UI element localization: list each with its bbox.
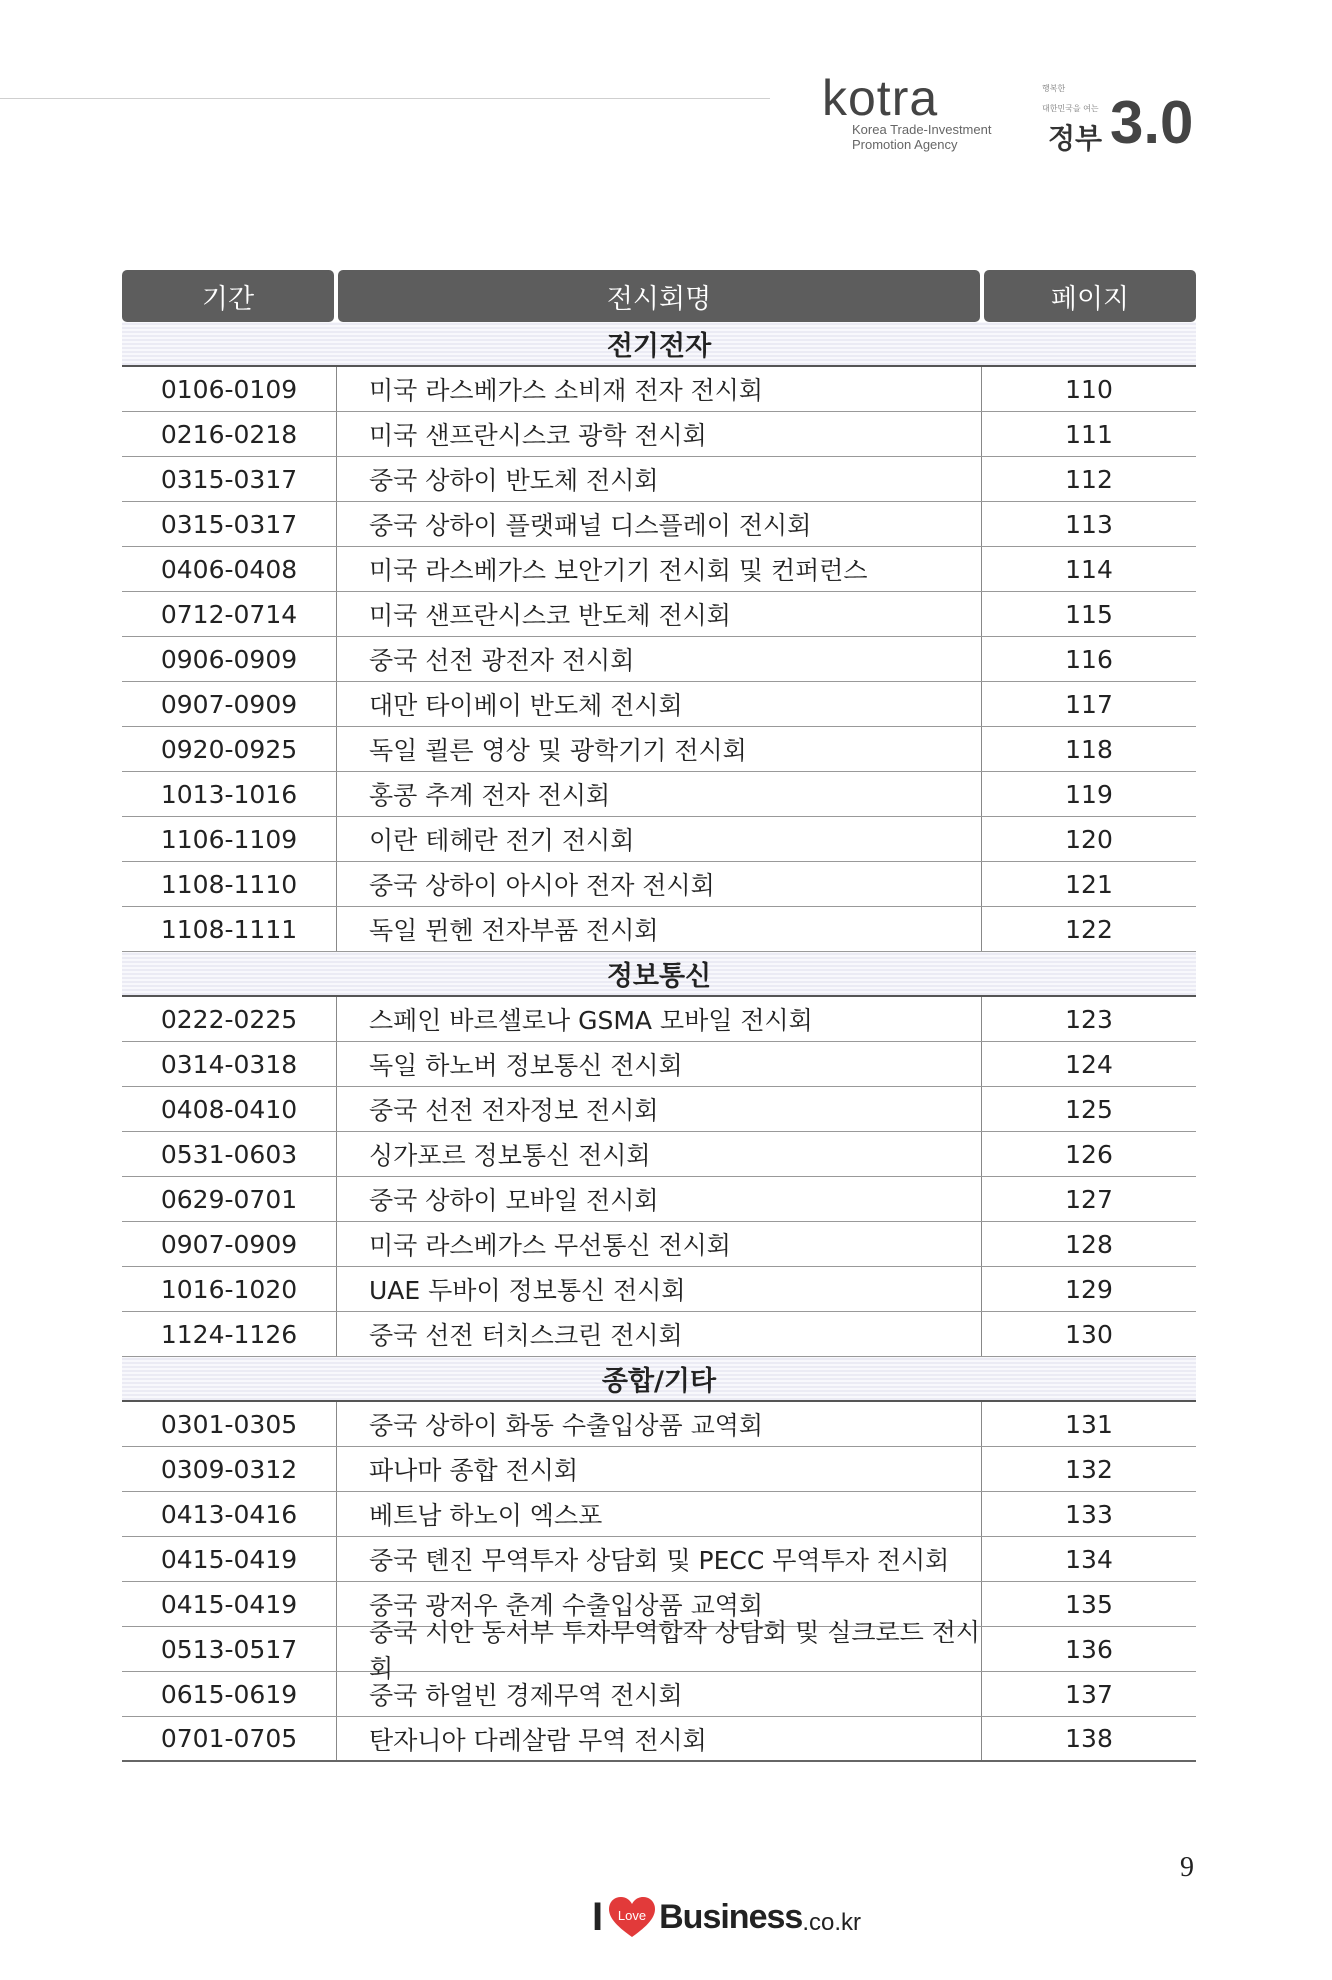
brand-domain: .co.kr xyxy=(802,1908,861,1936)
gov-tagline-2: 대한민국을 여는 xyxy=(1042,104,1099,113)
table-row xyxy=(122,1402,1196,1447)
table-row xyxy=(122,997,1196,1042)
cell-period: 0907-0909 xyxy=(160,689,298,719)
cell-page: 113 xyxy=(1065,509,1113,539)
cell-exhibition-name: 중국 시안 동서부 투자무역합작 상담회 및 실크로드 전시회 xyxy=(336,1627,982,1671)
table-row xyxy=(122,817,1196,862)
cell-page: 118 xyxy=(1065,734,1113,764)
gov-3-logo xyxy=(1040,80,1194,160)
cell-page: 135 xyxy=(1065,1589,1113,1619)
table-row xyxy=(122,412,1196,457)
cell-period: 0408-0410 xyxy=(160,1094,298,1124)
table-row xyxy=(122,862,1196,907)
gov-tagline-1: 행복한 xyxy=(1042,84,1066,93)
table-row xyxy=(122,367,1196,412)
cell-period: 0907-0909 xyxy=(160,1229,298,1259)
cell-exhibition-name: 독일 뮌헨 전자부품 전시회 xyxy=(336,907,982,951)
cell-exhibition-name: 중국 상하이 반도체 전시회 xyxy=(336,457,982,501)
table-body xyxy=(122,322,1196,1762)
table-row xyxy=(122,682,1196,727)
cell-period: 1106-1109 xyxy=(160,824,298,854)
cell-period: 0415-0419 xyxy=(160,1544,298,1574)
cell-page: 128 xyxy=(1065,1229,1113,1259)
cell-page: 131 xyxy=(1065,1409,1113,1439)
cell-period: 1108-1111 xyxy=(160,914,298,944)
table-row xyxy=(122,1447,1196,1492)
cell-page: 124 xyxy=(1065,1049,1113,1079)
cell-exhibition-name: 파나마 종합 전시회 xyxy=(336,1447,982,1491)
cell-period: 0106-0109 xyxy=(160,374,298,404)
table-row xyxy=(122,1042,1196,1087)
ilovebusiness-logo xyxy=(592,1895,861,1940)
kotra-logo xyxy=(822,70,992,152)
cell-page: 126 xyxy=(1065,1139,1113,1169)
cell-page: 121 xyxy=(1065,869,1113,899)
cell-exhibition-name: 중국 하얼빈 경제무역 전시회 xyxy=(336,1672,982,1716)
cell-exhibition-name: 싱가포르 정보통신 전시회 xyxy=(336,1132,982,1176)
cell-period: 1013-1016 xyxy=(160,779,298,809)
table-row xyxy=(122,1672,1196,1717)
table-row xyxy=(122,1618,1196,1683)
cell-exhibition-name: 중국 선전 광전자 전시회 xyxy=(336,637,982,681)
column-header-page: 페이지 xyxy=(984,270,1196,322)
cell-period: 0712-0714 xyxy=(160,599,298,629)
cell-period: 0701-0705 xyxy=(160,1724,298,1753)
cell-page: 114 xyxy=(1065,554,1113,584)
cell-exhibition-name: 미국 샌프란시스코 반도체 전시회 xyxy=(336,592,982,636)
cell-exhibition-name: UAE 두바이 정보통신 전시회 xyxy=(336,1267,982,1311)
cell-exhibition-name: 중국 선전 터치스크린 전시회 xyxy=(336,1312,982,1356)
cell-exhibition-name: 중국 톈진 무역투자 상담회 및 PECC 무역투자 전시회 xyxy=(336,1537,982,1581)
table-row xyxy=(122,502,1196,547)
cell-page: 122 xyxy=(1065,914,1113,944)
cell-page: 112 xyxy=(1065,464,1113,494)
cell-page: 111 xyxy=(1065,419,1113,449)
brand-i: I xyxy=(592,1895,604,1939)
section-heading: 종합/기타 xyxy=(122,1357,1196,1402)
cell-page: 130 xyxy=(1065,1319,1113,1349)
cell-exhibition-name: 이란 테헤란 전기 전시회 xyxy=(336,817,982,861)
table-row xyxy=(122,547,1196,592)
exhibition-table xyxy=(122,270,1196,1762)
cell-exhibition-name: 중국 상하이 아시아 전자 전시회 xyxy=(336,862,982,906)
cell-exhibition-name: 독일 하노버 정보통신 전시회 xyxy=(336,1042,982,1086)
cell-period: 0406-0408 xyxy=(160,554,298,584)
cell-period: 0415-0419 xyxy=(160,1589,298,1619)
cell-page: 127 xyxy=(1065,1184,1113,1214)
table-row xyxy=(122,727,1196,772)
cell-page: 134 xyxy=(1065,1544,1113,1574)
top-rule xyxy=(0,98,770,99)
cell-period: 0906-0909 xyxy=(160,644,298,674)
cell-page: 116 xyxy=(1065,644,1113,674)
cell-period: 0315-0317 xyxy=(160,464,298,494)
cell-page: 132 xyxy=(1065,1454,1113,1484)
cell-exhibition-name: 중국 선전 전자정보 전시회 xyxy=(336,1087,982,1131)
brand-business: Business xyxy=(659,1898,803,1936)
table-row xyxy=(122,1717,1196,1762)
cell-page: 123 xyxy=(1065,1004,1113,1034)
cell-period: 1124-1126 xyxy=(160,1319,298,1349)
table-row xyxy=(122,1267,1196,1312)
table-row xyxy=(122,1312,1196,1357)
column-header-name: 전시회명 xyxy=(338,270,980,322)
cell-exhibition-name: 미국 라스베가스 소비재 전자 전시회 xyxy=(336,367,982,411)
cell-exhibition-name: 미국 샌프란시스코 광학 전시회 xyxy=(336,412,982,456)
table-row xyxy=(122,592,1196,637)
heart-icon xyxy=(609,1897,655,1939)
section-heading: 정보통신 xyxy=(122,952,1196,997)
table-row xyxy=(122,1177,1196,1222)
cell-exhibition-name: 독일 쾰른 영상 및 광학기기 전시회 xyxy=(336,727,982,771)
cell-page: 137 xyxy=(1065,1679,1113,1709)
cell-exhibition-name: 탄자니아 다레살람 무역 전시회 xyxy=(336,1717,982,1760)
cell-period: 0315-0317 xyxy=(160,509,298,539)
cell-period: 0531-0603 xyxy=(160,1139,298,1169)
column-header-period: 기간 xyxy=(122,270,334,322)
cell-page: 115 xyxy=(1065,599,1113,629)
cell-exhibition-name: 베트남 하노이 엑스포 xyxy=(336,1492,982,1536)
cell-exhibition-name: 미국 라스베가스 보안기기 전시회 및 컨퍼런스 xyxy=(336,547,982,591)
cell-page: 120 xyxy=(1065,824,1113,854)
cell-exhibition-name: 중국 상하이 화동 수출입상품 교역회 xyxy=(336,1402,982,1446)
kotra-wordmark: kotra xyxy=(822,70,939,126)
cell-exhibition-name: 미국 라스베가스 무선통신 전시회 xyxy=(336,1222,982,1266)
cell-page: 133 xyxy=(1065,1499,1113,1529)
gov-version: 3.0 xyxy=(1110,89,1194,156)
section-heading: 전기전자 xyxy=(122,322,1196,367)
cell-page: 125 xyxy=(1065,1094,1113,1124)
cell-period: 0309-0312 xyxy=(160,1454,298,1484)
kotra-subtitle-1: Korea Trade-Investment xyxy=(852,122,992,137)
cell-period: 0629-0701 xyxy=(160,1184,298,1214)
table-header xyxy=(122,270,1196,322)
cell-page: 129 xyxy=(1065,1274,1113,1304)
cell-page: 110 xyxy=(1065,374,1113,404)
brand-love: Love xyxy=(618,1907,647,1923)
cell-period: 0301-0305 xyxy=(160,1409,298,1439)
table-row xyxy=(122,907,1196,952)
cell-exhibition-name: 홍콩 추계 전자 전시회 xyxy=(336,772,982,816)
cell-period: 1108-1110 xyxy=(160,869,298,899)
cell-period: 0920-0925 xyxy=(160,734,298,764)
cell-exhibition-name: 중국 상하이 모바일 전시회 xyxy=(336,1177,982,1221)
cell-period: 0513-0517 xyxy=(160,1634,298,1664)
cell-period: 0314-0318 xyxy=(160,1049,298,1079)
cell-page: 136 xyxy=(1065,1634,1113,1664)
kotra-subtitle-2: Promotion Agency xyxy=(852,137,958,152)
cell-period: 0413-0416 xyxy=(160,1499,298,1529)
table-row xyxy=(122,1537,1196,1582)
table-row xyxy=(122,772,1196,817)
table-row xyxy=(122,1492,1196,1537)
cell-period: 0222-0225 xyxy=(160,1004,298,1034)
cell-page: 138 xyxy=(1065,1724,1113,1753)
page-number: 9 xyxy=(1180,1852,1194,1883)
cell-period: 0216-0218 xyxy=(160,419,298,449)
cell-exhibition-name: 중국 광저우 춘계 수출입상품 교역회 xyxy=(336,1582,982,1626)
cell-period: 0615-0619 xyxy=(160,1679,298,1709)
cell-page: 119 xyxy=(1065,779,1113,809)
cell-exhibition-name: 스페인 바르셀로나 GSMA 모바일 전시회 xyxy=(336,997,982,1041)
cell-exhibition-name: 중국 상하이 플랫패널 디스플레이 전시회 xyxy=(336,502,982,546)
table-row xyxy=(122,1222,1196,1267)
table-row xyxy=(122,1132,1196,1177)
cell-page: 117 xyxy=(1065,689,1113,719)
table-row xyxy=(122,1087,1196,1132)
cell-exhibition-name: 대만 타이베이 반도체 전시회 xyxy=(336,682,982,726)
cell-period: 1016-1020 xyxy=(160,1274,298,1304)
gov-name: 정부 xyxy=(1048,122,1103,155)
table-row xyxy=(122,457,1196,502)
table-row xyxy=(122,637,1196,682)
